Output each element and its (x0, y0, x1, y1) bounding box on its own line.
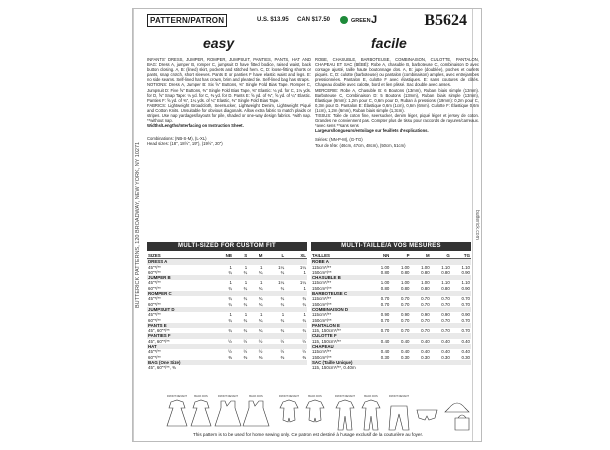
yardage-en-cell: 1 (281, 312, 285, 318)
yardage-fr-cell: 1.10 (441, 280, 450, 286)
yardage-fr-group-name: COMBINAISON D (311, 307, 471, 312)
facile-heading: facile (371, 35, 407, 51)
yardage-en-cell: ½ (280, 338, 285, 344)
easy-head-sizes: Head sizes: (18", 18½", 19"), (19½", 20") (147, 141, 223, 147)
yardage-en-cell: ¾ (280, 301, 285, 307)
price-can: CAN $17.50 (297, 17, 331, 23)
sketch-view-label: BACK DOS (194, 395, 208, 398)
yardage-fr-cell: 1.00 (421, 264, 430, 270)
yardage-fr-column-header: G (431, 253, 451, 259)
yardage-fr-cell: 0.30 (461, 354, 470, 360)
yardage-en-cell: ¾ (243, 285, 248, 291)
panties-sketch (417, 410, 437, 420)
yardage-fr-cell: 0.70 (421, 328, 430, 334)
yardage-en-cell: 45"*/** (148, 280, 161, 286)
yardage-en-cell: 45", 60"*/** (148, 328, 170, 334)
yardage-en-group-name: BAG (One Size) (147, 360, 307, 365)
yardage-fr-cell: 0.40 (380, 338, 390, 344)
right-edge-text: butterick.com (472, 9, 481, 441)
yardage-fr-cell: 115cm*/** (312, 280, 332, 286)
yardage-fr-cell: 0.70 (441, 296, 450, 302)
yardage-fr-cell: 115cm*/** (312, 264, 332, 270)
sketch-view-label: FRONT DEVANT (389, 395, 409, 398)
yardage-en-group-name: HAT (147, 344, 307, 349)
yardage-en-cell: 1¼ (278, 264, 285, 270)
yardage-fr-cell: 150cm*/** (312, 317, 332, 323)
easy-combinations: Combinations: (NB-S-M), (L-XL) (147, 136, 207, 142)
yardage-fr-cell: 0.80 (380, 285, 390, 291)
yardage-en-group-name: JUMPSUIT D (147, 307, 307, 312)
pattern-envelope-back (132, 8, 482, 442)
yardage-fr-cell: 0.70 (461, 301, 470, 307)
yardage-fr-cell: 0.70 (461, 317, 470, 323)
yardage-en-column-header: SIZES (147, 253, 211, 259)
facile-tissus: TISSUS: Toile de coton fine, seersucker, denim léger, piqué léger et jersey de coton. Grandes ne conviennent pas. Compter plus de tissu pour raccords de rayures/carreaux. *avec sens **sans sens (315, 113, 479, 129)
yardage-en-cell: ¾ (228, 317, 232, 323)
easy-description: INFANTS' DRESS, JUMPER, ROMPER, JUMPSUIT, PANTIES, PANTS, HAT AND BAG: Dress A, jumper B, romper C, jumpsuit D have fitted bodice, raised waist, back button closing. A, B: (lined) skirt, pockets and stitched hem. C, D: loose-fitting shorts or pants, snap crotch, short sleeves. Pants E or panties F have elastic waist and legs. E: no side seams. Self-lined hat has crown, brim and pleated tie. Self-lined bag has straps. (147, 57, 311, 83)
yardage-en-cell: ¾ (258, 328, 263, 334)
yardage-fr-column-header: TG (451, 253, 471, 259)
yardage-en-group-name: JUMPER B (147, 275, 307, 280)
jumpsuit-front-sketch (336, 400, 354, 430)
yardage-fr-cell: 0.40 (461, 349, 470, 355)
yardage-fr-cell: 0.70 (421, 296, 430, 302)
yardage-fr-cell: 0.70 (400, 296, 410, 302)
yardage-table-fr (311, 253, 471, 371)
yardage-fr-cell: 0.40 (421, 338, 430, 344)
yardage-fr-cell: 115cm*/** (312, 349, 332, 355)
yardage-en-cell: 1 (303, 312, 306, 318)
facile-description: ROBE, CHASUBLE, BARBOTEUSE, COMBINAISON, CULOTTE, PANTALON, CHAPEAU ET SAC (BÉBÉ): Robe A, chasuble B, barboteuse C, combinaison D avec corsage ajusté, taille haute boutonnage dos. A, B: jupe (doublée), poches et ourlets piqués. C, D: culotte (barboteuse) ou pantalon (combinaison) amples, avec entrejambes pressionnées. Pantalon E, culotte F avec élastiques. E: sans coutures de côtés. Chapeau double avec calotte, bord et lien plissé. Sac double avec anses. (315, 57, 479, 88)
yardage-en-cell: ⅜ (228, 354, 232, 360)
brand-label: PATTERN/PATRON (147, 14, 227, 27)
yardage-en-group-name: PANTS E (147, 323, 307, 328)
yardage-en-cell: ½ (243, 349, 248, 355)
yardage-en-cell: 60"*/** (148, 317, 161, 323)
yardage-fr-cell: 0.30 (421, 354, 430, 360)
yardage-fr-cell: 0.70 (421, 301, 430, 307)
yardage-en-cell: 1¼ (299, 280, 306, 286)
yardage-en-column-header: S (233, 253, 248, 259)
yardage-fr-cell: 1.10 (461, 280, 470, 286)
yardage-fr-cell: 0.70 (461, 328, 470, 334)
jumpsuit-back-sketch (362, 400, 380, 430)
easy-notions: NOTIONS: Dress A, Jumper B: Six ⅝" Buttons, ⅜" Single Fold Bias Tape. Romper C, Jumpsuit D: Five ⅝" Buttons, ⅜" Single Fold Bias Tape, ⅜" Elastic: ⅛ yd. for C, 1⅛ yds. for D, ⅝" Snap Tape: ⅛ yd. for C, ⅜ yd. for D. Pants E: ⅝ yd. of ⅜", ⅝ yd. of ¼" Elastic. Panties F: ⅝ yd. of ⅜", 1¼ yds. of ¼" Elastic, ⅜" Single Fold Bias Tape. (147, 82, 311, 103)
yardage-fr-cell: 150cm*/** (312, 301, 332, 307)
yardage-fr-cell: 0.70 (400, 317, 410, 323)
yardage-en-cell: ¾ (280, 269, 285, 275)
yardage-fr-cell: 1.00 (380, 264, 390, 270)
yardage-fr-table-row (311, 365, 471, 370)
sketch-view-label: FRONT DEVANT (218, 395, 238, 398)
yardage-en-cell: ¾ (302, 301, 306, 307)
yardage-fr-cell: 0.90 (400, 312, 410, 318)
english-description (147, 57, 311, 147)
yardage-en-column-header: XL (285, 253, 307, 259)
yardage-fr-cell: 0.90 (461, 285, 470, 291)
jumper-front-sketch (215, 401, 241, 426)
yardage-en-cell: 1¼ (278, 280, 285, 286)
yardage-fr-cell: 0.30 (400, 354, 410, 360)
color-label: GREEN (351, 18, 371, 24)
yardage-en-cell: 60"*/** (148, 354, 161, 360)
yardage-en-cell: ¾ (228, 269, 232, 275)
yardage-fr-cell: 0.70 (380, 317, 390, 323)
yardage-fr-cell: 0.70 (421, 317, 430, 323)
yardage-en-cell: ¾ (280, 296, 285, 302)
yardage-fr-cell: 0.70 (380, 301, 390, 307)
yardage-fr-column-header: P (390, 253, 410, 259)
yardage-fr-cell: 0.80 (380, 269, 390, 275)
yardage-fr-cell: 150cm*/** (312, 354, 332, 360)
yardage-fr-cell: 0.90 (441, 312, 450, 318)
yardage-fr-cell: 0.70 (400, 328, 410, 334)
yardage-en-cell: ⅜ (258, 354, 263, 360)
yardage-en-cell: ¾ (258, 285, 263, 291)
yardage-fr-cell: 1.10 (441, 264, 450, 270)
yardage-fr-cell: 0.30 (441, 354, 450, 360)
yardage-fr-cell: 0.80 (421, 285, 430, 291)
yardage-fr-cell: 1.00 (421, 280, 430, 286)
jumper-back-sketch (243, 401, 269, 426)
facile-series: Séries: (NN-P-M), (G-TG) (315, 137, 363, 143)
yardage-en-cell: ¾ (228, 301, 232, 307)
yardage-fr-cell: 0.70 (461, 296, 470, 302)
yardage-fr-cell: 0.70 (380, 296, 390, 302)
table-en-band: MULTI-SIZED FOR CUSTOM FIT (147, 242, 307, 251)
sketch-view-label: FRONT DEVANT (279, 395, 299, 398)
yardage-en-cell: ½ (302, 338, 306, 344)
hat-sketch (445, 403, 469, 412)
pants-sketch (389, 406, 409, 430)
yardage-fr-cell: 0.90 (461, 312, 470, 318)
sketch-view-label: FRONT DEVANT (335, 395, 355, 398)
yardage-fr-cell: 1.00 (400, 280, 410, 286)
yardage-fr-cell: 0.70 (400, 301, 410, 307)
yardage-en-cell: ½ (258, 338, 263, 344)
yardage-fr-cell: 0.80 (400, 285, 410, 291)
yardage-fr-cell: 150cm*/** (312, 269, 332, 275)
yardage-fr-group-name: CHASUBLE B (311, 275, 471, 280)
yardage-en-cell: ¾ (228, 285, 232, 291)
yardage-en-cell: ¾ (243, 269, 248, 275)
yardage-fr-cell: 1.00 (380, 280, 390, 286)
yardage-en-cell: ¾ (258, 301, 263, 307)
yardage-en-cell: 45", 60"*/** (148, 338, 170, 344)
yardage-en-cell: 1 (244, 312, 248, 318)
yardage-fr-group-name: SAC (Taille Unique) (311, 360, 471, 365)
yardage-en-cell: ¾ (280, 317, 285, 323)
yardage-en-cell: ¾ (302, 328, 306, 334)
yardage-en-cell: 60"*/** (148, 285, 161, 291)
yardage-fr-cell: 115, 150cm*/**, 0.40m (312, 365, 356, 371)
yardage-en-cell: 1 (229, 264, 232, 270)
yardage-fr-cell: 0.40 (441, 349, 450, 355)
yardage-fr-group-name: CHAPEAU (311, 344, 471, 349)
sketch-view-label: BACK DOS (249, 395, 263, 398)
yardage-fr-column-header: TAILLES (311, 253, 370, 259)
spine-text: BUTTERICK PATTERNS, 120 BROADWAY, NEW YORK, NY 10271 (133, 9, 143, 441)
yardage-en-group-name: PANTIES F (147, 333, 307, 338)
easy-fabrics: FABRICS: Lightweight Broadcloth, Seersucker, Lightweight Denim, Lightweight Piqué and Cotton Knits. Unsuitable for obvious diagonals. Allow extra fabric to match plaids or stripes. Use nap yardages/layouts for pile, shaded or one-way design fabrics. *with nap. **without nap. (147, 102, 311, 124)
yardage-en-cell: ½ (243, 338, 248, 344)
yardage-en-column-header: L (263, 253, 285, 259)
yardage-en-cell: 45"*/** (148, 312, 161, 318)
garment-sketches (163, 392, 483, 434)
size-code: J (371, 14, 378, 26)
yardage-en-cell: ½ (258, 349, 263, 355)
yardage-en-cell: ¾ (302, 296, 306, 302)
yardage-fr-cell: 0.40 (441, 338, 450, 344)
bag-sketch (455, 415, 469, 430)
sketch-view-label: BACK DOS (364, 395, 378, 398)
yardage-en-cell: 1¼ (299, 264, 306, 270)
yardage-fr-group-name: ROBE A (311, 259, 471, 265)
yardage-en-cell: 45"*/** (148, 349, 161, 355)
yardage-fr-cell: 0.40 (421, 349, 430, 355)
facile-widths: Largeurs/longueurs/entoilage sur feuillets d'explications. (315, 128, 429, 134)
yardage-fr-cell: 0.80 (441, 269, 450, 275)
yardage-fr-cell: 1.10 (461, 264, 470, 270)
yardage-en-cell: ½ (280, 349, 285, 355)
yardage-en-cell: 60"*/** (148, 301, 161, 307)
yardage-en-cell: ¾ (302, 317, 306, 323)
facile-mercerie: MERCERIE: Robe A, Chasuble B: 6 Boutons (13mm), Ruban biais simple (13mm). Barboteuse C, Combinaison D: 5 Boutons (13mm), Ruban biais simple (13mm), Élastique (6mm): 1,2m pour C, 0,6m pour D, Ruban à pressions (19mm): 0,2m pour C, 0,3m pour D. Pantalon E: Élastique 0,6m (1cm), 0,6m (6mm). Culotte F: Élastique 0,6m (1cm), 1,2m (6mm), Ruban biais simple (1,3cm). (315, 87, 479, 113)
yardage-en-cell: 1 (244, 264, 248, 270)
yardage-en-group-name: ROMPER C (147, 291, 307, 296)
yardage-fr-cell: 0.90 (461, 269, 470, 275)
yardage-en-cell: ¾ (243, 317, 248, 323)
sketch-view-label: FRONT DEVANT (167, 395, 187, 398)
footer-note: This pattern is to be used for home sewing only. Ce patron est destiné à l'usage exclusif de la couturière au foyer. (192, 432, 424, 437)
yardage-en-cell: ½ (228, 349, 232, 355)
yardage-fr-cell: 0.40 (400, 338, 410, 344)
yardage-fr-cell: 0.90 (380, 312, 390, 318)
yardage-fr-cell: 0.40 (380, 349, 390, 355)
yardage-en-table-row (147, 365, 307, 370)
yardage-fr-cell: 0.70 (441, 317, 450, 323)
yardage-en-cell: 1 (303, 285, 306, 291)
yardage-fr-cell: 115, 150cm*/** (312, 328, 341, 334)
yardage-en-cell: 1 (229, 312, 232, 318)
yardage-fr-cell: 0.80 (421, 269, 430, 275)
yardage-en-cell: ¾ (280, 328, 285, 334)
dress-back-sketch (191, 400, 211, 426)
yardage-en-cell: 1 (259, 312, 263, 318)
pattern-number: B5624 (424, 12, 467, 29)
yardage-fr-cell: 115cm*/** (312, 312, 332, 318)
yardage-en-cell: ⅜ (243, 354, 248, 360)
yardage-fr-cell: 1.00 (400, 264, 410, 270)
yardage-en-cell: 45"*/** (148, 296, 161, 302)
yardage-fr-cell: 0.90 (421, 312, 430, 318)
price-us: U.S. $13.95 (257, 17, 289, 23)
yardage-en-cell: ¾ (258, 269, 263, 275)
yardage-fr-cell: 0.40 (461, 338, 470, 344)
yardage-fr-column-header: M (411, 253, 431, 259)
yardage-fr-cell: 0.80 (400, 269, 410, 275)
yardage-en-cell: ¾ (228, 296, 232, 302)
yardage-fr-cell: 115cm*/** (312, 296, 332, 302)
yardage-table-en (147, 253, 307, 371)
table-fr-band: MULTI-TAILLE/A VOS MESURES (311, 242, 471, 251)
yardage-en-cell: ¾ (258, 317, 263, 323)
sketch-view-label: BACK DOS (308, 395, 322, 398)
easy-widths: Widths/Lengths/Interfacing on Instruction Sheet. (147, 123, 244, 129)
yardage-en-cell: 1 (229, 280, 232, 286)
yardage-en-cell: ½ (228, 338, 232, 344)
easy-heading: easy (203, 35, 235, 51)
yardage-fr-cell: 0.70 (441, 328, 450, 334)
dress-front-sketch (167, 400, 187, 426)
yardage-en-column-header: M (248, 253, 263, 259)
yardage-en-group-name: DRESS A (147, 259, 307, 265)
yardage-en-cell: ¾ (228, 328, 232, 334)
yardage-en-column-header: NB (211, 253, 233, 259)
yardage-fr-cell: 150cm*/** (312, 285, 332, 291)
yardage-en-cell: ⅜ (302, 354, 306, 360)
yardage-en-cell: ¾ (243, 301, 248, 307)
yardage-en-cell: ¾ (243, 296, 248, 302)
yardage-fr-cell: 0.30 (380, 354, 390, 360)
facile-head-sizes: Tour de tête: (46cm, 47cm, 48cm), (50cm, 51cm) (315, 142, 406, 148)
yardage-fr-cell: 115, 150cm*/** (312, 338, 341, 344)
yardage-en-cell: 45"*/** (148, 264, 161, 270)
yardage-en-cell: 45", 60"*/**, ⅜ (148, 365, 176, 371)
romper-back-sketch (306, 400, 324, 422)
yardage-en-cell: 1 (259, 264, 263, 270)
yardage-fr-group-name: BARBOTEUSE C (311, 291, 471, 296)
green-color-dot-icon (340, 16, 348, 24)
yardage-en-cell: ¾ (258, 296, 263, 302)
yardage-fr-cell: 0.70 (441, 301, 450, 307)
yardage-en-cell: ⅜ (280, 354, 285, 360)
yardage-fr-group-name: CULOTTE F (311, 333, 471, 338)
yardage-en-cell: ¾ (243, 328, 248, 334)
yardage-en-cell: 60"*/** (148, 269, 161, 275)
yardage-en-cell: 1 (303, 269, 306, 275)
french-description (315, 57, 479, 148)
yardage-en-cell: 1 (259, 280, 263, 286)
yardage-fr-group-name: PANTALON E (311, 323, 471, 328)
yardage-en-cell: 1 (244, 280, 248, 286)
yardage-en-cell: ½ (302, 349, 306, 355)
romper-front-sketch (280, 400, 298, 422)
yardage-fr-column-header: NN (370, 253, 390, 259)
yardage-fr-cell: 0.40 (400, 349, 410, 355)
yardage-fr-cell: 0.70 (380, 328, 390, 334)
yardage-fr-cell: 0.80 (441, 285, 450, 291)
envelope-header (147, 12, 469, 30)
yardage-en-cell: ¾ (280, 285, 285, 291)
